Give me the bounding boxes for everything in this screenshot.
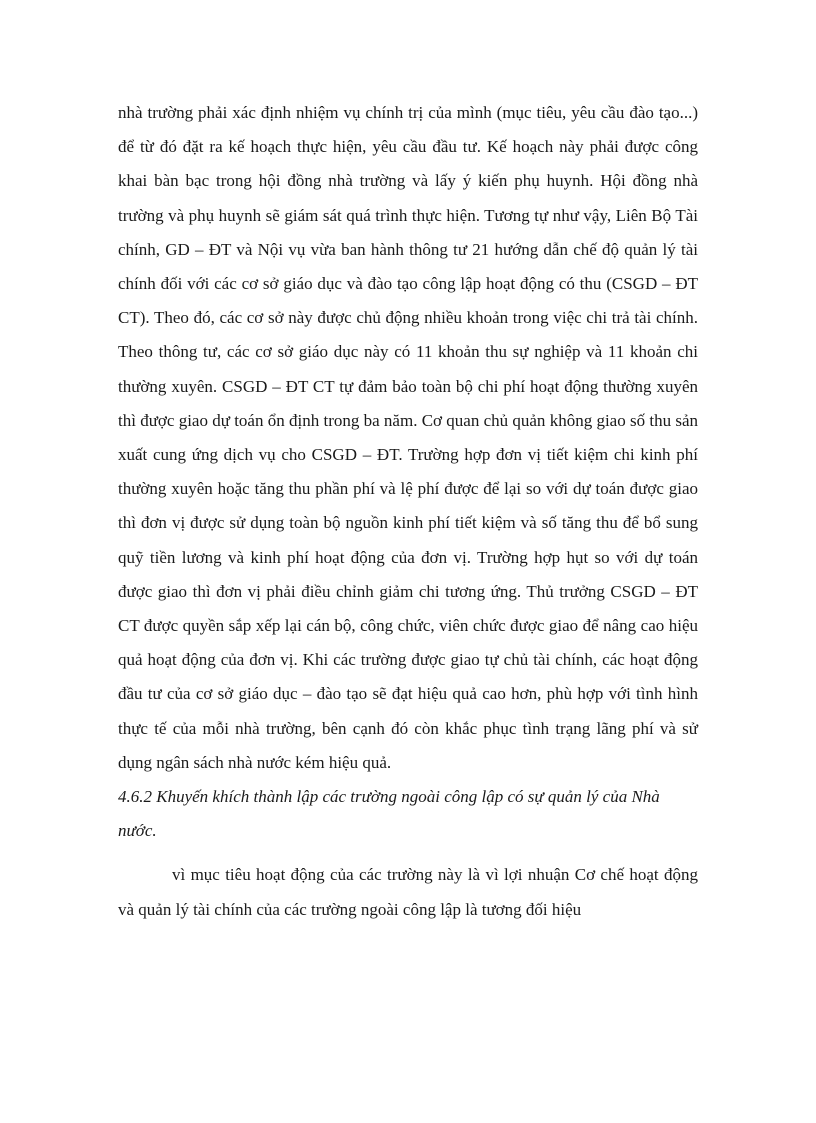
body-paragraph: vì mục tiêu hoạt động của các trường này là vì lợi nhuận Cơ chế hoạt động và quản lý tài chính của các trường ngoài công lập là tương đối hiệu [118,865,698,919]
document-body [118,96,698,927]
section-heading: 4.6.2 Khuyến khích thành lập các trường ngoài công lập có sự quản lý của Nhà nước. [118,787,660,841]
body-paragraph: nhà trường phải xác định nhiệm vụ chính trị của mình (mục tiêu, yêu cầu đào tạo...) để từ đó đặt ra kế hoạch thực hiện, yêu cầu đầu tư. Kế hoạch này phải được công khai bàn bạc trong hội đồng nhà trường và lấy ý kiến phụ huynh. Hội đồng nhà trường và phụ huynh sẽ giám sát quá trình thực hiện. Tương tự như vậy, Liên Bộ Tài chính, GD – ĐT và Nội vụ vừa ban hành thông tư 21 hướng dẫn chế độ quản lý tài chính đối với các cơ sở giáo dục và đào tạo công lập hoạt động có thu (CSGD – ĐT CT). Theo đó, các cơ sở này được chủ động nhiều khoản trong việc chi trả tài chính. Theo thông tư, các cơ sở giáo dục này có 11 khoản thu sự nghiệp và 11 khoản chi thường xuyên. CSGD – ĐT CT tự đảm bảo toàn bộ chi phí hoạt động thường xuyên thì được giao dự toán ổn định trong ba năm. Cơ quan chủ quản không giao số thu sản xuất cung ứng dịch vụ cho CSGD – ĐT. Trường hợp đơn vị tiết kiệm chi kinh phí thường xuyên hoặc tăng thu phần phí và lệ phí được để lại so với dự toán được giao thì đơn vị được sử dụng toàn bộ nguồn kinh phí tiết kiệm và số tăng thu để bổ sung quỹ tiền lương và kinh phí hoạt động của đơn vị. Trường hợp hụt so với dự toán được giao thì đơn vị phải điều chỉnh giảm chi tương ứng. Thủ trưởng CSGD – ĐT CT được quyền sắp xếp lại cán bộ, công chức, viên chức được giao để nâng cao hiệu quả hoạt động của đơn vị. Khi các trường được giao tự chủ tài chính, các hoạt động đầu tư của cơ sở giáo dục – đào tạo sẽ đạt hiệu quả cao hơn, phù hợp với tình hình thực tế của mỗi nhà trường, bên cạnh đó còn khắc phục tình trạng lãng phí và sử dụng ngân sách nhà nước kém hiệu quả. [118,103,698,772]
